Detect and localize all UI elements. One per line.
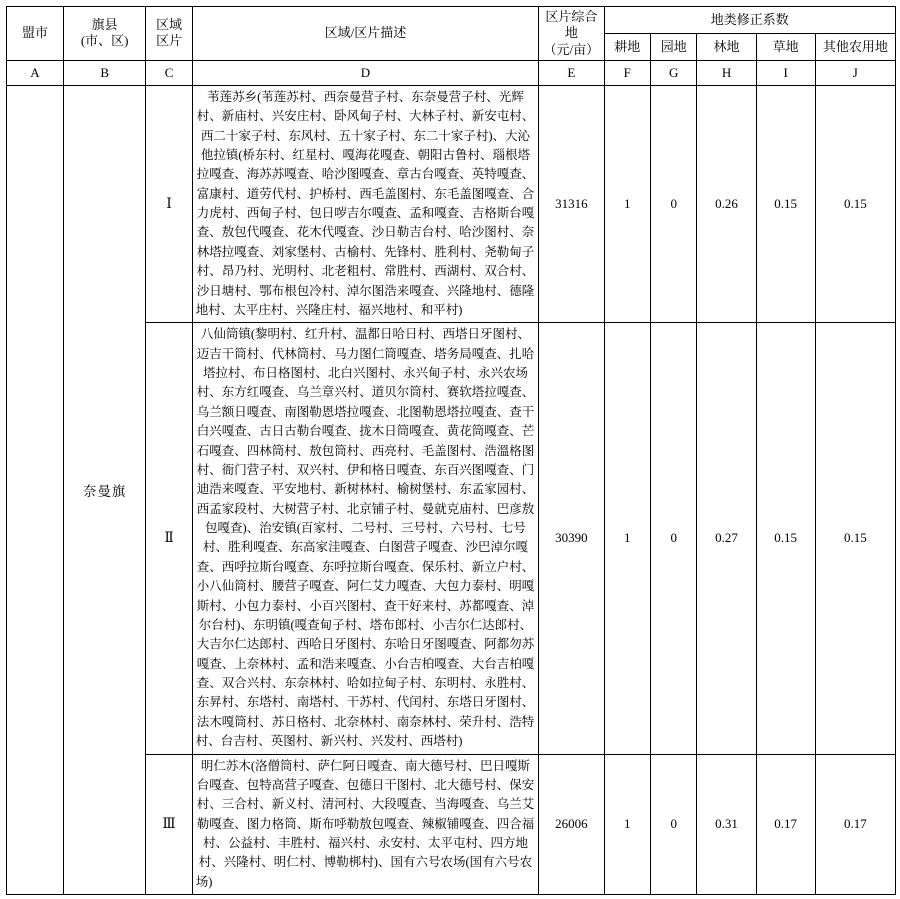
column-letter-a: A — [7, 60, 64, 85]
cell-factor-orchard: 0 — [651, 85, 697, 323]
cell-factor-grassland: 0.15 — [756, 323, 815, 754]
cell-qi-xian: 奈曼旗 — [64, 85, 146, 894]
column-letter-b: B — [64, 60, 146, 85]
column-letter-j: J — [815, 60, 895, 85]
header-orchard: 园地 — [651, 33, 697, 60]
cell-zone: Ⅱ — [146, 323, 192, 754]
cell-description: 苇莲苏乡(苇莲苏村、西奈曼营子村、东奈曼营子村、光辉村、新庙村、兴安庄村、卧风甸子村、大林子村、新安屯村、西二十家子村、东风村、五十家子村、东二十家子村)、大沁他拉镇(桥东村、红星村、嘎海花嘎查、朝阳古鲁村、瑙根塔拉嘎查、海苏苏嘎查、哈沙图嘎查、章古台嘎查、英特嘎查、富康村、道劳代村、护桥村、西毛盖图村、东毛盖图嘎查、合力虎村、西甸子村、包日哕吉尔嘎查、孟和嘎查、吉格斯台嘎查、敖包代嘎查、花木代嘎查、沙日勒吉台村、哈沙图村、奈林塔拉嘎查、刘家堡村、古榆村、先锋村、胜利村、尧勒甸子村、昂乃村、光明村、北老粗村、常胜村、西湖村、双合村、沙日塘村、鄂布根包冷村、淖尔图浩来嘎查、兴隆地村、德隆地村、太平庄村、兴隆庄村、福兴地村、和平村) — [192, 85, 538, 323]
cell-factor-other: 0.15 — [815, 85, 895, 323]
cell-factor-farmland: 1 — [604, 85, 650, 323]
cell-meng-shi — [7, 85, 64, 894]
header-price: 区片综合 地 （元/亩） — [539, 7, 604, 61]
header-meng-shi: 盟市 — [7, 7, 64, 61]
header-forest: 林地 — [697, 33, 756, 60]
table-header — [7, 7, 896, 86]
column-letter-g: G — [651, 60, 697, 85]
table-row — [7, 85, 896, 323]
cell-factor-grassland: 0.17 — [756, 754, 815, 895]
cell-factor-farmland: 1 — [604, 323, 650, 754]
header-qi-xian: 旗县 (市、区) — [64, 7, 146, 61]
cell-zone: Ⅰ — [146, 85, 192, 323]
table-body — [7, 85, 896, 894]
column-letter-d: D — [192, 60, 538, 85]
cell-factor-orchard: 0 — [651, 323, 697, 754]
cell-description: 八仙筒镇(黎明村、红升村、温都日哈日村、西塔日牙图村、迈吉干筒村、代林筒村、马力图仁筒嘎查、塔务局嘎查、扎哈塔拉村、布日格图村、北白兴图村、永兴甸子村、永兴农场村、东方红嘎查、乌兰章兴村、道贝尔筒村、赛软塔拉嘎查、乌兰额日嘎查、南图勒恩塔拉嘎查、北图勒恩塔拉嘎查、查干白兴嘎查、古日古勒台嘎查、拢木日筒嘎查、黄花筒嘎查、芒石嘎查、四林筒村、敖包筒村、西亮村、毛盖图村、浩溫格图村、衙门营子村、双兴村、伊和格日嘎查、东百兴图嘎查、门迪浩来嘎查、平安地村、新树林村、榆树堡村、东孟家园村、西孟家段村、大树营子村、北京铺子村、曼就克庙村、巴彦敖包嘎查)、治安镇(百家村、二号村、三号村、六号村、七号村、胜利嘎查、东高家洼嘎查、白图营子嘎查、沙巴淖尔嘎查、西呼拉斯台嘎查、东呼拉斯台嘎查、保乐村、新立户村、小八仙筒村、腰营子嘎查、阿仁艾力嘎查、大包力泰村、明嘎斯村、小包力泰村、小百兴图村、查干好来村、苏都嘎查、淖尔台村)、东明镇(嘎查甸子村、塔布郎村、小吉尔仁达郎村、大吉尔仁达郎村、西哈日牙图村、东哈日牙图嘎查、阿都勿苏嘎查、上奈林村、孟和浩来嘎查、小台吉柏嘎查、大台吉柏嘎查、双合兴村、东奈林村、哈如拉甸子村、东明村、永胜村、东昇村、东塔村、南塔村、干苏村、代闰村、东塔日牙图村、法木嘎筒村、苏日格村、北奈林村、南奈林村、荣升村、浩特村、台吉村、英图村、新兴村、兴发村、西塔村) — [192, 323, 538, 754]
cell-factor-other: 0.17 — [815, 754, 895, 895]
column-letter-e: E — [539, 60, 604, 85]
header-farmland: 耕地 — [604, 33, 650, 60]
cell-zone: Ⅲ — [146, 754, 192, 895]
column-letter-c: C — [146, 60, 192, 85]
cell-factor-orchard: 0 — [651, 754, 697, 895]
header-zone: 区域 区片 — [146, 7, 192, 61]
header-description: 区域/区片描述 — [192, 7, 538, 61]
cell-factor-grassland: 0.15 — [756, 85, 815, 323]
cell-price: 26006 — [539, 754, 604, 895]
column-letter-f: F — [604, 60, 650, 85]
column-letter-row — [7, 60, 896, 85]
header-grassland: 草地 — [756, 33, 815, 60]
cell-price: 31316 — [539, 85, 604, 323]
cell-factor-forest: 0.26 — [697, 85, 756, 323]
header-other-agricultural: 其他农用地 — [815, 33, 895, 60]
cell-factor-forest: 0.31 — [697, 754, 756, 895]
land-compensation-table — [6, 6, 896, 895]
cell-factor-forest: 0.27 — [697, 323, 756, 754]
cell-description: 明仁苏木(洛僧筒村、萨仁阿日嘎查、南大德号村、巴日嘎斯台嘎查、包特高营子嘎查、包德日干图村、北大德号村、保安村、三合村、新义村、清河村、大段嘎查、当海嘎查、乌兰艾勒嘎查、图力格筒、斯布呼勒敖包嘎查、辣椒铺嘎查、四合福村、公益村、丰胜村、福兴村、永安村、太平屯村、四方地村、兴隆村、明仁村、博勒梆村)、国有六号农场(国有六号农场) — [192, 754, 538, 895]
cell-factor-other: 0.15 — [815, 323, 895, 754]
header-row-1 — [7, 7, 896, 34]
column-letter-h: H — [697, 60, 756, 85]
column-letter-i: I — [756, 60, 815, 85]
cell-factor-farmland: 1 — [604, 754, 650, 895]
header-factor-group: 地类修正系数 — [604, 7, 895, 34]
cell-price: 30390 — [539, 323, 604, 754]
